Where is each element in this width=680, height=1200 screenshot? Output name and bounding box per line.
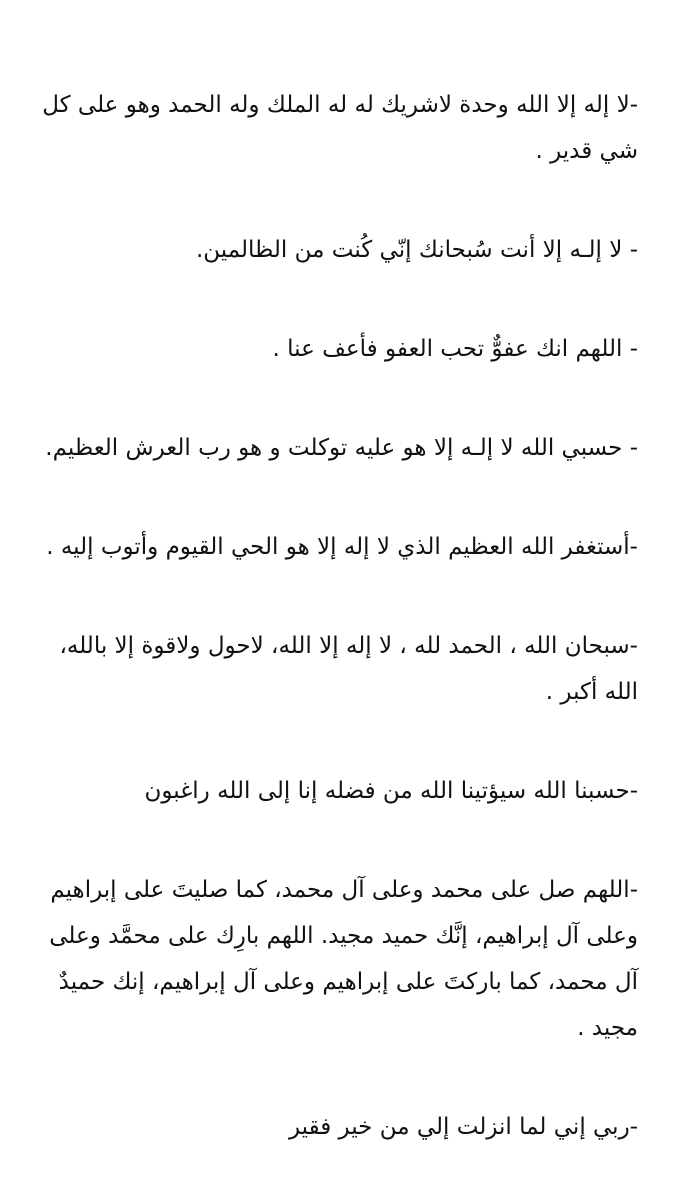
dhikr-paragraph: -حسبنا الله سيؤتينا الله من فضله إنا إلى الله راغبون <box>144 778 638 804</box>
dhikr-paragraph: -أستغفر الله العظيم الذي لا إله إلا هو الحي القيوم وأتوب إليه . <box>46 534 638 560</box>
dhikr-paragraph: - اللهم انك عفوٌّ تحب العفو فأعف عنا . <box>272 336 638 362</box>
dhikr-paragraph: -اللهم صل على محمد وعلى آل محمد، كما صليتَ على إبراهيم وعلى آل إبراهيم، إنَّك حميد مجيد. اللهم بارِك على محمَّد وعلى آل محمد، كما باركتَ على إبراهيم وعلى آل إبراهيم، إنك حميدٌ مجيد . <box>49 877 638 1041</box>
dhikr-paragraph: -ربي إني لما انزلت إلي من خير فقير <box>288 1114 638 1140</box>
dhikr-paragraph: - لا إلـه إلا أنت سُبحانك إنّي كُنت من الظالمين. <box>195 237 638 263</box>
dhikr-paragraph: -لا إله إلا الله وحدة لاشريك له له الملك وله الحمد وهو على كل شي قدير . <box>42 92 638 164</box>
dhikr-paragraph: - حسبي الله لا إلـه إلا هو عليه توكلت و هو رب العرش العظيم. <box>45 435 638 461</box>
dhikr-paragraph: -سبحان الله ، الحمد لله ، لا إله إلا الله، لاحول ولاقوة إلا بالله، الله أكبر . <box>59 633 638 705</box>
